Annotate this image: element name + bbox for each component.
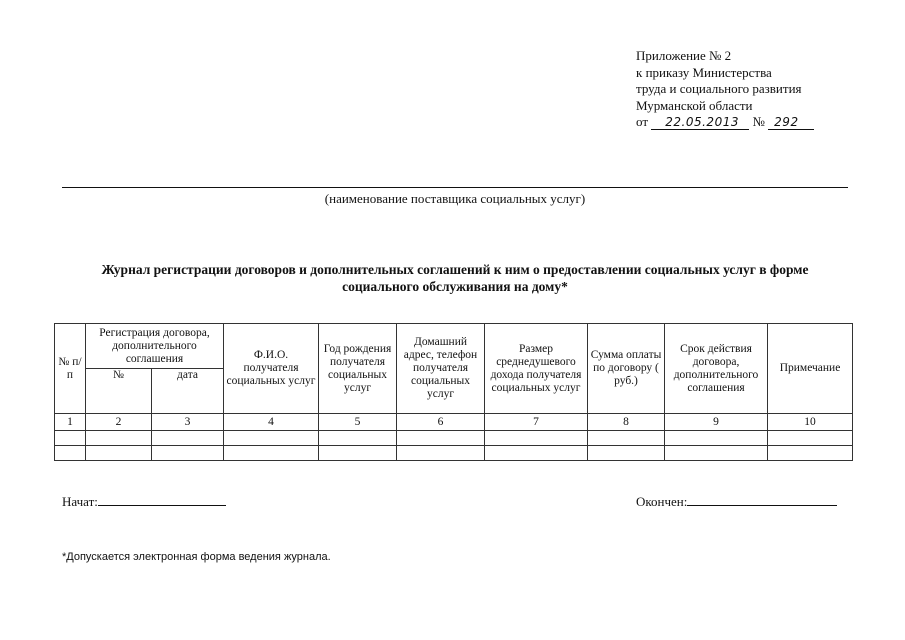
empty-cell <box>397 446 485 461</box>
header-row-number: № п/п <box>55 324 86 414</box>
header-validity: Срок действия договора, дополнительного соглашения <box>665 324 768 414</box>
empty-cell <box>588 446 665 461</box>
started-label: Начат: <box>62 494 98 509</box>
empty-cell <box>588 431 665 446</box>
header-registration: Регистрация договора, дополнительного соглашения <box>86 324 224 369</box>
column-number: 3 <box>152 414 224 431</box>
order-number-value: 292 <box>774 115 799 129</box>
column-number-row <box>55 414 853 431</box>
empty-cell <box>665 431 768 446</box>
started-field <box>62 492 226 510</box>
header-registration-number: № <box>86 369 152 414</box>
date-prefix: от <box>636 114 649 129</box>
column-number: 2 <box>86 414 152 431</box>
finished-field <box>636 492 837 510</box>
finished-label: Окончен: <box>636 494 688 509</box>
column-number: 9 <box>665 414 768 431</box>
empty-cell <box>55 446 86 461</box>
empty-cell <box>665 446 768 461</box>
order-number <box>768 115 814 130</box>
column-number: 4 <box>224 414 319 431</box>
provider-name-line <box>62 187 848 188</box>
header-income: Размер среднедушевого дохода получателя социальных услуг <box>485 324 588 414</box>
footnote: *Допускается электронная форма ведения журнала. <box>62 551 331 563</box>
appendix-line-1: Приложение № 2 <box>636 48 732 63</box>
header-payment: Сумма оплаты по договору ( руб.) <box>588 324 665 414</box>
column-number: 7 <box>485 414 588 431</box>
journal-table <box>54 323 853 461</box>
header-address: Домашний адрес, телефон получателя социальных услуг <box>397 324 485 414</box>
empty-cell <box>485 431 588 446</box>
empty-cell <box>152 431 224 446</box>
header-registration-date: дата <box>152 369 224 414</box>
empty-cell <box>86 431 152 446</box>
order-date-value: 22.05.2013 <box>665 115 739 129</box>
empty-cell <box>768 446 853 461</box>
column-number: 8 <box>588 414 665 431</box>
empty-cell <box>86 446 152 461</box>
appendix-line-2: к приказу Министерства <box>636 64 772 80</box>
empty-cell <box>319 431 397 446</box>
empty-cell <box>485 446 588 461</box>
table-row <box>55 431 853 446</box>
appendix-block <box>636 48 814 131</box>
appendix-line-3: труда и социального развития <box>636 81 802 96</box>
column-number: 5 <box>319 414 397 431</box>
appendix-line-4: Мурманской области <box>636 97 753 113</box>
empty-cell <box>319 446 397 461</box>
started-blank <box>98 492 226 506</box>
empty-cell <box>768 431 853 446</box>
number-prefix: № <box>752 114 765 129</box>
empty-cell <box>224 446 319 461</box>
journal-title: Журнал регистрации договоров и дополнительных соглашений к ним о предоставлении социальных услуг в форме социального обслуживания на дому* <box>101 262 809 294</box>
table-row <box>55 446 853 461</box>
header-full-name: Ф.И.О. получателя социальных услуг <box>224 324 319 414</box>
empty-cell <box>152 446 224 461</box>
order-date <box>651 115 749 130</box>
empty-cell <box>55 431 86 446</box>
empty-cell <box>224 431 319 446</box>
column-number: 6 <box>397 414 485 431</box>
header-birth-year: Год рождения получателя социальных услуг <box>319 324 397 414</box>
empty-cell <box>397 431 485 446</box>
appendix-date-line <box>636 114 814 131</box>
finished-blank <box>687 492 837 506</box>
column-number: 10 <box>768 414 853 431</box>
provider-caption: (наименование поставщика социальных услуг) <box>324 191 586 206</box>
column-number: 1 <box>55 414 86 431</box>
header-note: Примечание <box>768 324 853 414</box>
